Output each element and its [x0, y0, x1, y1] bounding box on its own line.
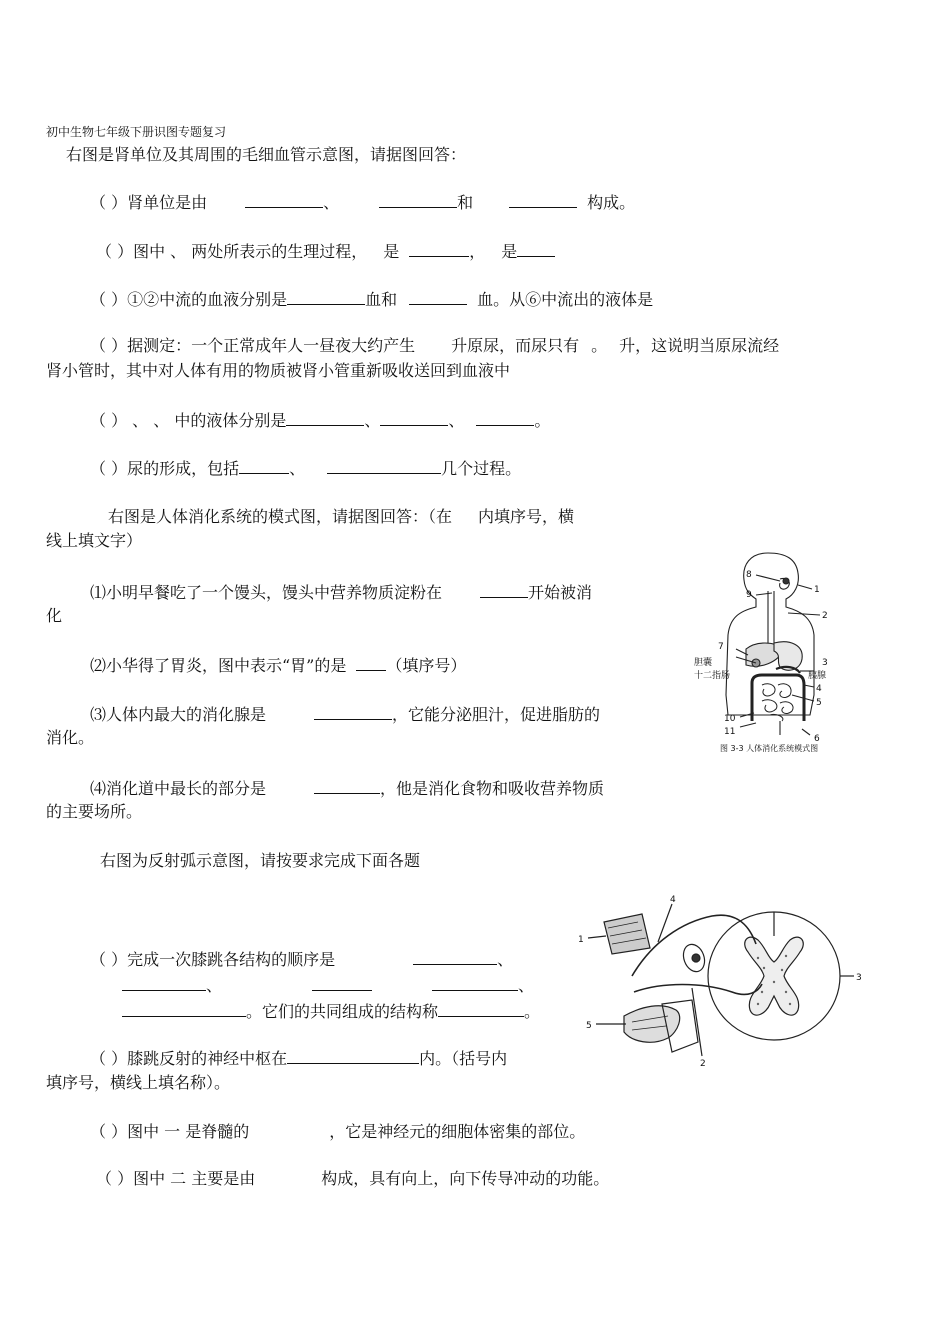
figure-label: 1	[578, 935, 584, 945]
page-header: 初中生物七年级下册识图专题复习	[46, 125, 227, 139]
q-text: 、	[518, 976, 535, 995]
q-text: ，	[469, 242, 486, 261]
figure-label: 4	[670, 895, 676, 905]
q-text: ⑷消化道中最长的部分是	[90, 779, 267, 798]
q-text: （ ）图中 、 两处所表示的生理过程，	[96, 242, 368, 261]
figure-label: 胆囊	[694, 658, 713, 668]
q-text: ，它能分泌胆汁，促进脂肪的	[392, 705, 601, 724]
q-text: 几个过程。	[441, 459, 522, 478]
q-text: （ ）完成一次膝跳各结构的顺序是	[90, 950, 336, 969]
q-text: 构成，具有向上，向下传导冲动的功能。	[321, 1169, 610, 1188]
q-text: ，它是神经元的细胞体密集的部位。	[329, 1122, 586, 1141]
q-text: ⑶人体内最大的消化腺是	[90, 705, 267, 724]
answer-blank[interactable]	[432, 974, 518, 991]
figure-label: 2	[822, 611, 828, 621]
q-text: （ ） 、 、 中的液体分别是	[90, 411, 287, 430]
figure-label: 11	[724, 727, 736, 737]
kidney-q3	[90, 288, 653, 310]
digest-intro-line1	[108, 507, 574, 527]
q-text: 内填序号，横	[478, 507, 575, 526]
q-text: 。	[534, 411, 551, 430]
figure-label: 8	[746, 570, 752, 580]
kidney-q5	[90, 409, 550, 431]
q-text: 。它们的共同组成的结构称	[246, 1002, 439, 1021]
q-text: 血。从⑥中流出的液体是	[477, 290, 654, 309]
q-text: （ ）据测定：一个正常成年人一昼夜大约产生	[90, 336, 416, 355]
digest-q3-line1	[90, 703, 600, 725]
reflex-q3	[90, 1122, 585, 1142]
answer-blank[interactable]	[122, 1000, 246, 1017]
kidney-q4-line1	[90, 336, 779, 356]
q-text: 右图是人体消化系统的模式图，请据图回答：（在	[108, 507, 453, 526]
q-text: 构成。	[587, 193, 636, 212]
kidney-q2	[96, 240, 555, 262]
q-text: 和	[457, 193, 474, 212]
q-text: ⑴小明早餐吃了一个馒头，馒头中营养物质淀粉在	[90, 583, 443, 602]
digest-q4-line2: 的主要场所。	[46, 802, 143, 821]
answer-blank[interactable]	[286, 409, 364, 426]
figure-label: 1	[814, 585, 820, 595]
kidney-q4-line2: 肾小管时，其中对人体有用的物质被肾小管重新吸收送回到血液中	[46, 361, 511, 380]
answer-blank[interactable]	[509, 191, 577, 208]
q-text: 。	[524, 1002, 541, 1021]
digest-q2	[90, 654, 466, 676]
q-text: 、	[448, 411, 465, 430]
answer-blank[interactable]	[314, 703, 392, 720]
reflex-arc-figure	[572, 892, 872, 1072]
q-text: 、	[289, 459, 306, 478]
answer-blank[interactable]	[356, 654, 386, 671]
q-text: 、	[323, 193, 340, 212]
answer-blank[interactable]	[245, 191, 323, 208]
kidney-q6	[90, 457, 521, 479]
q-text: 。	[591, 336, 608, 355]
q-text: 升，这说明当原尿流经	[619, 336, 780, 355]
reflex-q1-line2	[122, 974, 534, 996]
figure-label: 3	[856, 973, 862, 983]
figure-label: 5	[816, 698, 822, 708]
figure-label: 5	[586, 1021, 592, 1031]
q-text: ⑵小华得了胃炎，图中表示“胃”的是	[90, 656, 347, 675]
q-text: 、	[206, 976, 223, 995]
q-text: 、	[364, 411, 381, 430]
digest-intro-line2: 线上填文字）	[46, 531, 143, 550]
figure-label: 十二指肠	[694, 671, 731, 681]
digest-q1-line1	[90, 581, 592, 603]
q-text: 、	[497, 950, 514, 969]
q-text: ，他是消化食物和吸收营养物质	[380, 779, 605, 798]
digest-q4-line1	[90, 777, 604, 799]
figure-label: 10	[724, 714, 736, 724]
q-text: 升原尿，而尿只有	[451, 336, 580, 355]
q-text: （填序号）	[386, 656, 467, 675]
kidney-q1	[90, 191, 635, 213]
q-text: 血和	[365, 290, 398, 309]
digestive-system-figure	[690, 545, 850, 755]
reflex-q2-line1	[90, 1047, 507, 1069]
reflex-intro: 右图为反射弧示意图，请按要求完成下面各题	[100, 851, 421, 870]
digest-q1-line2: 化	[46, 606, 63, 625]
figure-label: 2	[700, 1059, 706, 1069]
q-text: 开始被消	[528, 583, 593, 602]
q-text: （ ）①②中流的血液分别是	[90, 290, 288, 309]
reflex-q4	[96, 1169, 609, 1189]
reflex-q1-line3	[122, 1000, 540, 1022]
answer-blank[interactable]	[379, 191, 457, 208]
answer-blank[interactable]	[314, 777, 380, 794]
figure-label: 6	[814, 734, 820, 744]
figure-caption: 图 3-3 人体消化系统模式图	[720, 744, 819, 753]
answer-blank[interactable]	[409, 240, 469, 257]
answer-blank[interactable]	[312, 974, 372, 991]
answer-blank[interactable]	[327, 457, 441, 474]
q-text: 是	[501, 242, 518, 261]
figure-label: 胰腺	[808, 671, 827, 681]
q-text: 内。（括号内	[419, 1049, 508, 1068]
answer-blank[interactable]	[287, 288, 365, 305]
figure-label: 4	[816, 684, 822, 694]
answer-blank[interactable]	[413, 948, 497, 965]
q-text: （ ）图中 二 主要是由	[96, 1169, 256, 1188]
answer-blank[interactable]	[287, 1047, 419, 1064]
q-text: （ ）肾单位是由	[90, 193, 208, 212]
q-text: （ ）膝跳反射的神经中枢在	[90, 1049, 288, 1068]
q-text: （ ）图中 一 是脊髓的	[90, 1122, 250, 1141]
figure-label: 9	[746, 590, 752, 600]
reflex-q2-line2: 填序号，横线上填名称）。	[46, 1073, 231, 1092]
answer-blank[interactable]	[517, 240, 555, 257]
answer-blank[interactable]	[122, 974, 206, 991]
figure-label: 3	[822, 658, 828, 668]
answer-blank[interactable]	[409, 288, 467, 305]
digest-q3-line2: 消化。	[46, 728, 95, 747]
figure-label: 7	[718, 642, 724, 652]
q-text: 是	[383, 242, 400, 261]
answer-blank[interactable]	[380, 409, 448, 426]
answer-blank[interactable]	[480, 581, 528, 598]
answer-blank[interactable]	[438, 1000, 524, 1017]
kidney-intro: 右图是肾单位及其周围的毛细血管示意图，请据图回答：	[66, 145, 467, 164]
answer-blank[interactable]	[476, 409, 534, 426]
answer-blank[interactable]	[239, 457, 289, 474]
q-text: （ ）尿的形成，包括	[90, 459, 240, 478]
reflex-q1-line1	[90, 948, 513, 970]
